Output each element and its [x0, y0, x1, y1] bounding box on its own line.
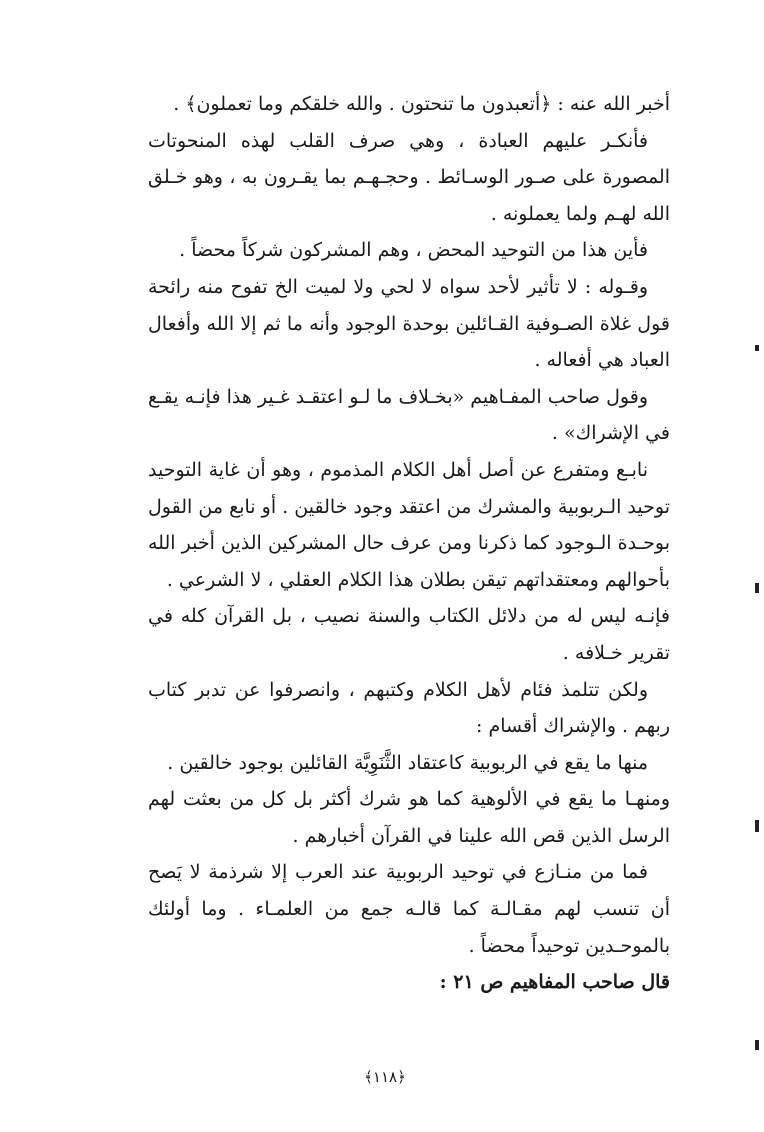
- body-text: [148, 86, 670, 1001]
- paragraph: قال صاحب المفاهيم ص ٢١ :: [439, 971, 670, 994]
- scan-mark: [755, 583, 759, 593]
- paragraph: فأين هذا من التوحيد المحض ، وهم المشركون شركاً محضاً .: [179, 239, 648, 262]
- paragraph: ولكن تتلمذ فئام لأهل الكلام وكتبهم ، وانصرفوا عن تدبر كتاب ربهم . والإشراك أقسام :: [148, 678, 670, 738]
- paragraph: ومنهـا ما يقع في الألوهية كما هو شرك أكثر بل كل من بعثت لهم الرسل الذين قص الله علينا في القرآن أخبارهم .: [148, 788, 670, 847]
- paragraph: منها ما يقع في الربوبية كاعتقاد الثَّنَوِيَّة القائلين بوجود خالقين .: [167, 751, 648, 774]
- scan-mark: [755, 1040, 759, 1050]
- paragraph: أخبر الله عنه : ﴿أتعبدون ما تنحتون . والله خلقكم وما تعملون﴾ .: [173, 93, 670, 115]
- paragraph: فما من منـازع في توحيد الربوبية عند العرب إلا شرذمة لا يَصح أن تنسب لهم مقـالـة كما قالـه جمع من العلمـاء . وما أولئك بالموحـدين توحيداً محضاً .: [148, 861, 670, 957]
- paragraph: وقول صاحب المفـاهيم «بخـلاف ما لـو اعتقـد غـير هذا فإنـه يقـع في الإشراك» .: [148, 385, 670, 445]
- paragraph: نابـع ومتفرع عن أصل أهل الكلام المذموم ، وهو أن غاية التوحيد توحيد الـربوبية والمشرك من اعتقد وجود خالقين . أو نابع من القول بوحـدة الـوجود كما ذكرنا ومن عرف حال المشركين الذين أخبر الله بأحوالهم ومعتقداتهم تيقن بطلان هذا الكلام العقلي ، لا الشرعي .: [148, 458, 670, 591]
- scan-mark: [755, 820, 759, 832]
- paragraph: فأنكـر عليهم العبادة ، وهي صرف القلب لهذه المنحوتات المصورة على صـور الوسـائط . وحجـهـم بما يقـرون به ، وهو خـلق الله لهـم ولما يعملونه .: [148, 129, 670, 225]
- paragraph: وقـوله : لا تأثير لأحد سواه لا لحي ولا لميت الخ تفوح منه رائحة قول غلاة الصـوفية القـائلين بوحدة الوجود وأنه ما ثم إلا الله وأفعال العباد هي أفعاله .: [148, 275, 670, 372]
- paragraph: فإنـه ليس له من دلائل الكتاب والسنة نصيب ، بل القرآن كله في تقرير خـلافه .: [148, 605, 670, 664]
- page-number: ﴿١١٨﴾: [364, 1068, 406, 1086]
- scan-mark: [755, 345, 759, 351]
